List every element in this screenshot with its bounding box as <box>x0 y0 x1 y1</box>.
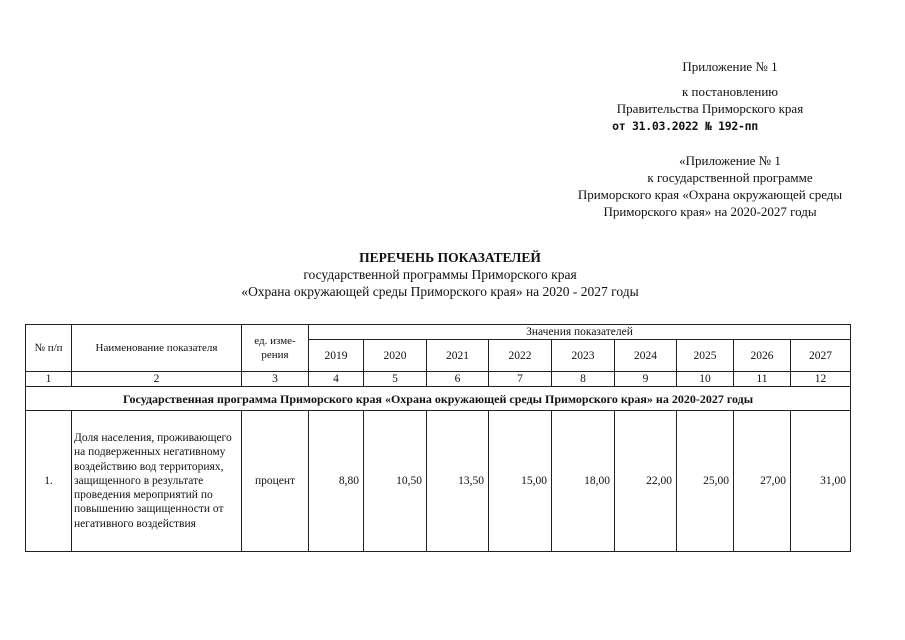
column-index: 9 <box>615 372 677 387</box>
year-header: 2020 <box>364 340 427 372</box>
column-index: 7 <box>489 372 552 387</box>
value-cell: 25,00 <box>677 411 734 552</box>
year-header: 2027 <box>791 340 851 372</box>
indicators-table <box>25 324 851 552</box>
column-index: 8 <box>552 372 615 387</box>
value-cell: 22,00 <box>615 411 677 552</box>
to-resolution-text: к постановлению <box>681 84 779 99</box>
value-cell: 31,00 <box>791 411 851 552</box>
document-subtitle-2: «Охрана окружающей среды Приморского края» на 2020 - 2027 годы <box>241 284 639 299</box>
year-header: 2021 <box>427 340 489 372</box>
col-num-header: № п/п <box>26 325 72 372</box>
column-index: 11 <box>734 372 791 387</box>
table-header-row <box>26 325 851 340</box>
column-index: 5 <box>364 372 427 387</box>
appendix-number: Приложение № 1 <box>682 59 778 74</box>
program-name-line1: Приморского края «Охрана окружающей среды <box>577 187 843 202</box>
column-index: 1 <box>26 372 72 387</box>
value-cell: 13,50 <box>427 411 489 552</box>
row-number: 1. <box>26 411 72 552</box>
column-index: 3 <box>242 372 309 387</box>
column-index: 2 <box>72 372 242 387</box>
program-name-line2: Приморского края» на 2020-2027 годы <box>603 204 817 219</box>
column-index-row <box>26 372 851 387</box>
year-header: 2022 <box>489 340 552 372</box>
program-appendix-number: «Приложение № 1 <box>679 153 781 168</box>
year-header: 2025 <box>677 340 734 372</box>
column-index: 6 <box>427 372 489 387</box>
col-unit-header: ед. изме-рения <box>242 325 309 372</box>
column-index: 4 <box>309 372 364 387</box>
indicator-name: Доля населения, проживающего на подверженных негативному воздействию вод территориях, защищенного в результате проведения мероприятий по повышению защищенности от негативного воздействия <box>72 411 242 552</box>
value-cell: 15,00 <box>489 411 552 552</box>
table-row <box>26 411 851 552</box>
resolution-date-stamp: от 31.03.2022 № 192-пп <box>612 119 758 133</box>
year-header: 2026 <box>734 340 791 372</box>
values-header: Значения показателей <box>309 325 851 340</box>
document-subtitle-1: государственной программы Приморского края <box>303 267 577 282</box>
section-row <box>26 387 851 411</box>
value-cell: 18,00 <box>552 411 615 552</box>
year-header: 2019 <box>309 340 364 372</box>
col-name-header: Наименование показателя <box>72 325 242 372</box>
column-index: 12 <box>791 372 851 387</box>
year-header: 2024 <box>615 340 677 372</box>
indicator-unit: процент <box>242 411 309 552</box>
to-program-text: к государственной программе <box>647 170 813 185</box>
year-header: 2023 <box>552 340 615 372</box>
document-title: ПЕРЕЧЕНЬ ПОКАЗАТЕЛЕЙ <box>359 250 541 265</box>
column-index: 10 <box>677 372 734 387</box>
government-text: Правительства Приморского края <box>616 101 804 116</box>
value-cell: 8,80 <box>309 411 364 552</box>
value-cell: 27,00 <box>734 411 791 552</box>
section-title: Государственная программа Приморского края «Охрана окружающей среды Приморского края» на 2020-2027 годы <box>26 387 851 411</box>
value-cell: 10,50 <box>364 411 427 552</box>
